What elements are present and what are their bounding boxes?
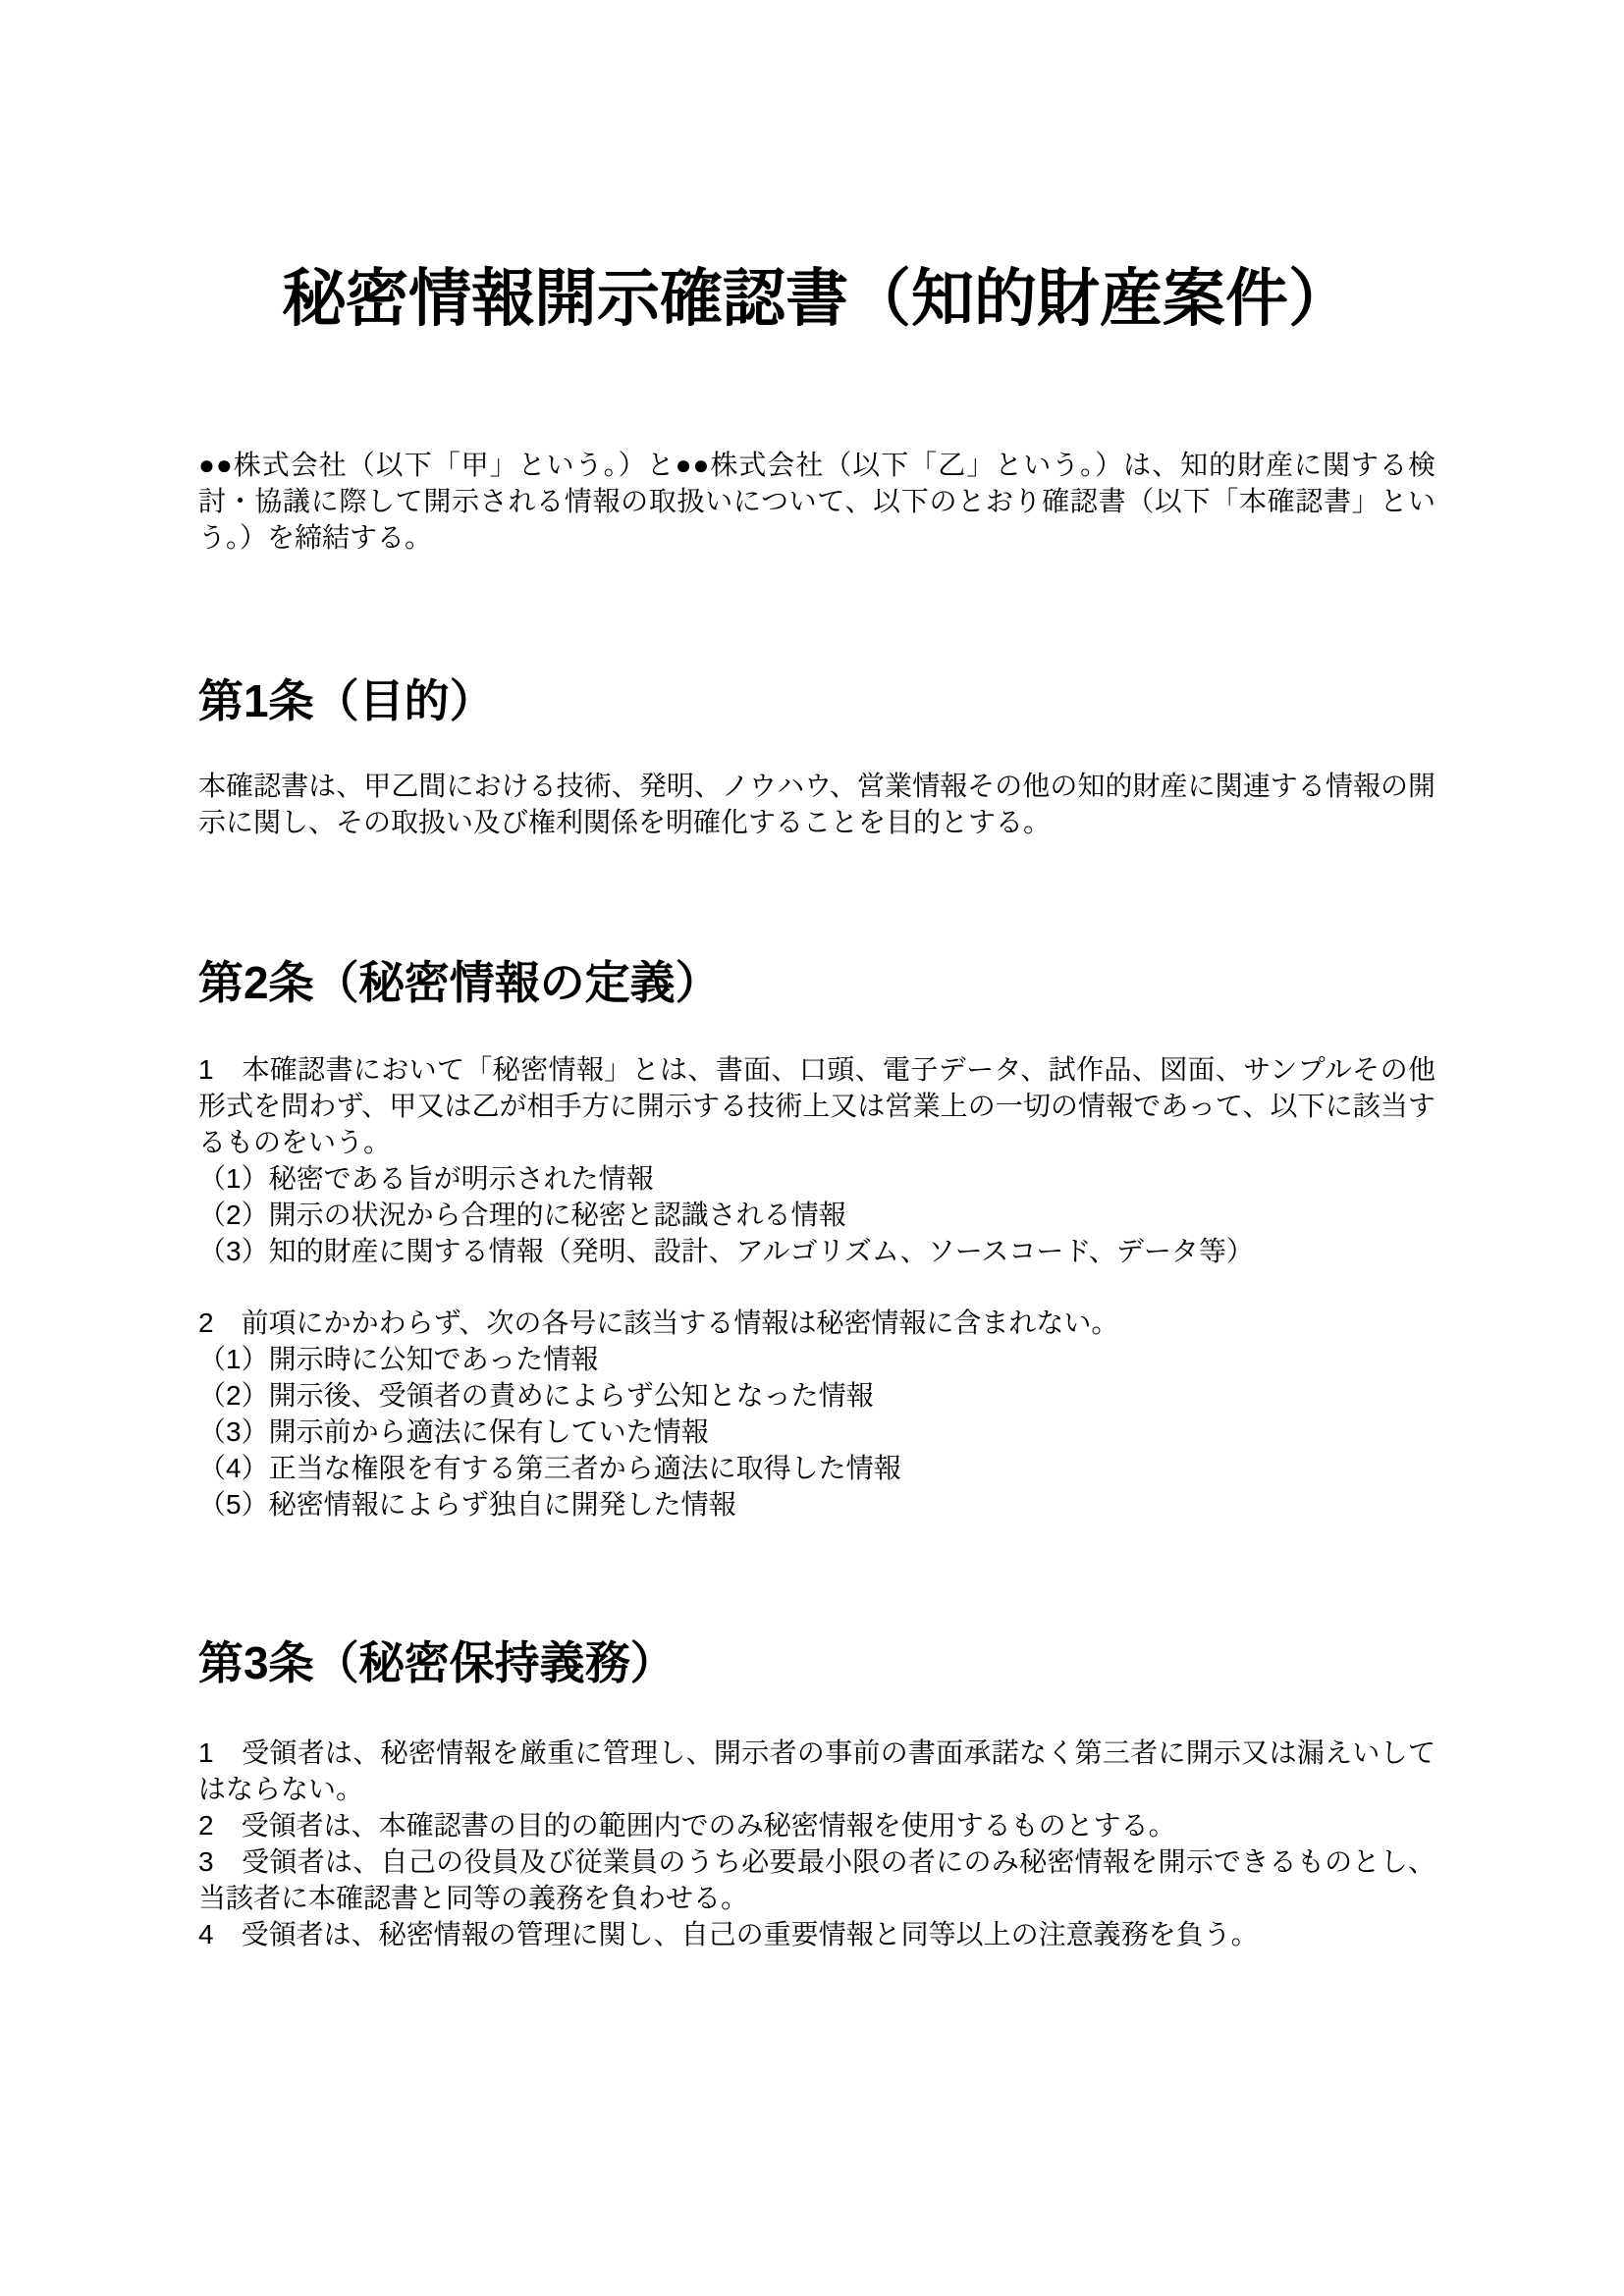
clause-text: 2 受領者は、本確認書の目的の範囲内でのみ秘密情報を使用するものとする。 [198,1810,1176,1841]
article-3-heading: 第3条（秘密保持義務） [198,1637,676,1688]
article-1-heading: 第1条（目的） [198,675,495,726]
clause-text: 本確認書は、甲乙間における技術、発明、ノウハウ、営業情報その他の知的財産に関連する情報の開示に関し、その取扱い及び権利関係を明確化することを目的とする。 [198,771,1435,837]
article-2-clause-1 [198,1051,1435,1269]
article-2-heading: 第2条（秘密情報の定義） [198,957,721,1008]
clause-item: （5）秘密情報によらず独自に開発した情報 [198,1489,736,1520]
article-2-clause-2 [198,1305,1435,1522]
clause-item: （4）正当な権限を有する第三者から適法に取得した情報 [198,1453,901,1483]
clause-item: （3）知的財産に関する情報（発明、設計、アルゴリズム、ソースコード、データ等） [198,1236,1254,1266]
clause-text: 3 受領者は、自己の役員及び従業員のうち必要最小限の者にのみ秘密情報を開示できるものとし、当該者に本確認書と同等の義務を負わせる。 [198,1846,1435,1913]
clause-item: （2）開示後、受領者の責めによらず公知となった情報 [198,1380,874,1411]
article-3-body [198,1735,1435,1952]
clause-text: 2 前項にかかわらず、次の各号に該当する情報は秘密情報に含まれない。 [198,1308,1119,1338]
document-title: 秘密情報開示確認書（知的財産案件） [283,263,1351,334]
clause-item: （1）開示時に公知であった情報 [198,1344,599,1374]
intro-paragraph: ●●株式会社（以下「甲」という。）と●●株式会社（以下「乙」という。）は、知的財産に関する検討・協議に際して開示される情報の取扱いについて、以下のとおり確認書（以下「本確認書」という。）を締結する。 [198,450,1435,553]
clause-item: （3）開示前から適法に保有していた情報 [198,1416,709,1447]
clause-item: （2）開示の状況から合理的に秘密と認識される情報 [198,1200,846,1230]
clause-text: 1 本確認書において「秘密情報」とは、書面、口頭、電子データ、試作品、図面、サンプルその他形式を問わず、甲又は乙が相手方に開示する技術上又は営業上の一切の情報であって、以下に該当するものをいう。 [198,1054,1435,1157]
clause-text: 4 受領者は、秘密情報の管理に関し、自己の重要情報と同等以上の注意義務を負う。 [198,1919,1259,1949]
clause-item: （1）秘密である旨が明示された情報 [198,1163,654,1194]
clause-text: 1 受領者は、秘密情報を厳重に管理し、開示者の事前の書面承諾なく第三者に開示又は漏えいしてはならない。 [198,1737,1435,1804]
document-content [198,261,1435,1952]
article-1-body [198,768,1435,840]
